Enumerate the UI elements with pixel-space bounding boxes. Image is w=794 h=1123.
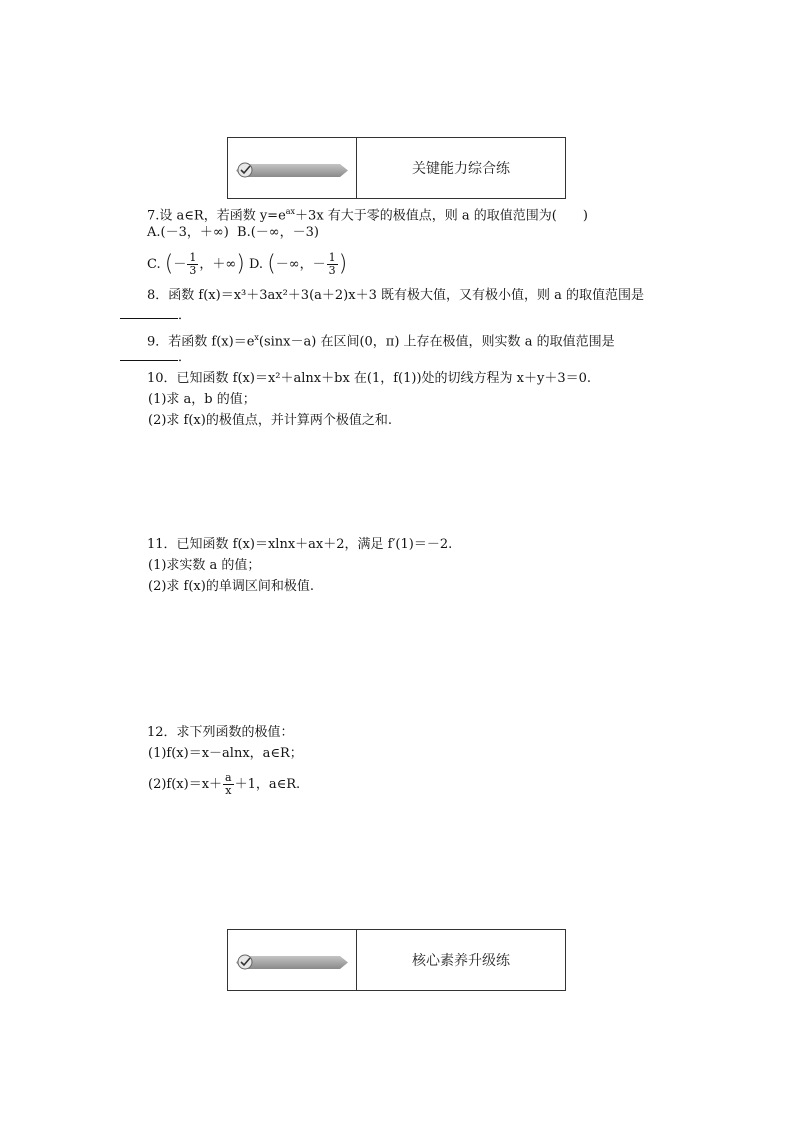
question-11-stem: 11．已知函数 f(x)＝xlnx＋ax＋2，满足 f′(1)＝－2. xyxy=(147,537,453,552)
section-title: 关键能力综合练 xyxy=(412,161,510,177)
fraction: $\frac{1}{3}$ xyxy=(189,251,197,277)
option-a: A.(－3，＋∞) xyxy=(147,225,229,240)
section-title: 核心素养升级练 xyxy=(412,953,510,969)
question-10-stem: 10．已知函数 f(x)＝x²＋alnx＋bx 在(1，f(1))处的切线方程为 x＋y＋3＝0. xyxy=(147,371,592,386)
question-7-stem: 7.设 a∈R，若函数 $y=e^{ax}+3x$ 有大于零的极值点，则 a 的取值范围为( ) xyxy=(147,207,588,224)
section-header-core-literacy xyxy=(227,929,566,991)
section-ribbon xyxy=(228,138,357,198)
question-7-options-cd xyxy=(147,252,347,277)
option-c: C. (－ $\frac{1}{3}$ ，＋∞) xyxy=(147,251,245,277)
fraction: $\frac{a}{x}$ xyxy=(225,771,232,797)
answer-blank xyxy=(120,348,178,361)
check-icon xyxy=(237,162,253,178)
check-icon xyxy=(237,954,253,970)
section-header-key-ability xyxy=(227,137,566,199)
answer-blank xyxy=(120,306,178,319)
question-12-part-2: (2)f(x)＝x＋ $\frac{a}{x}$ ＋1，a∈R. xyxy=(148,771,301,797)
question-11-part-2: (2)求 f(x)的单调区间和极值. xyxy=(148,579,314,594)
fraction: $\frac{1}{3}$ xyxy=(328,251,336,277)
question-10-part-1: (1)求 a，b 的值； xyxy=(148,392,256,407)
question-8-blank-line: ． xyxy=(120,306,191,325)
option-b: B.(－∞，－3) xyxy=(237,225,319,240)
question-12-part-1: (1)f(x)＝x－alnx，a∈R； xyxy=(148,746,303,761)
question-8-stem: 8．函数 f(x)＝x³＋3ax²＋3(a＋2)x＋3 既有极大值，又有极小值，则 a 的取值范围是 xyxy=(147,288,644,303)
question-12-stem: 12．求下列函数的极值： xyxy=(147,725,294,740)
question-9-stem: 9．若函数 $f(x)=e^x(\sin x-a)$ 在区间(0，π) 上存在极值，则实数 a 的取值范围是 xyxy=(147,333,615,350)
section-ribbon xyxy=(228,930,357,990)
question-10-part-2: (2)求 f(x)的极值点，并计算两个极值之和. xyxy=(148,413,392,428)
question-7-options-ab xyxy=(147,224,319,242)
option-d: D. (－∞，－ $\frac{1}{3}$ ) xyxy=(248,251,348,277)
question-9-blank-line: ． xyxy=(120,348,191,367)
question-11-part-1: (1)求实数 a 的值； xyxy=(148,558,261,573)
